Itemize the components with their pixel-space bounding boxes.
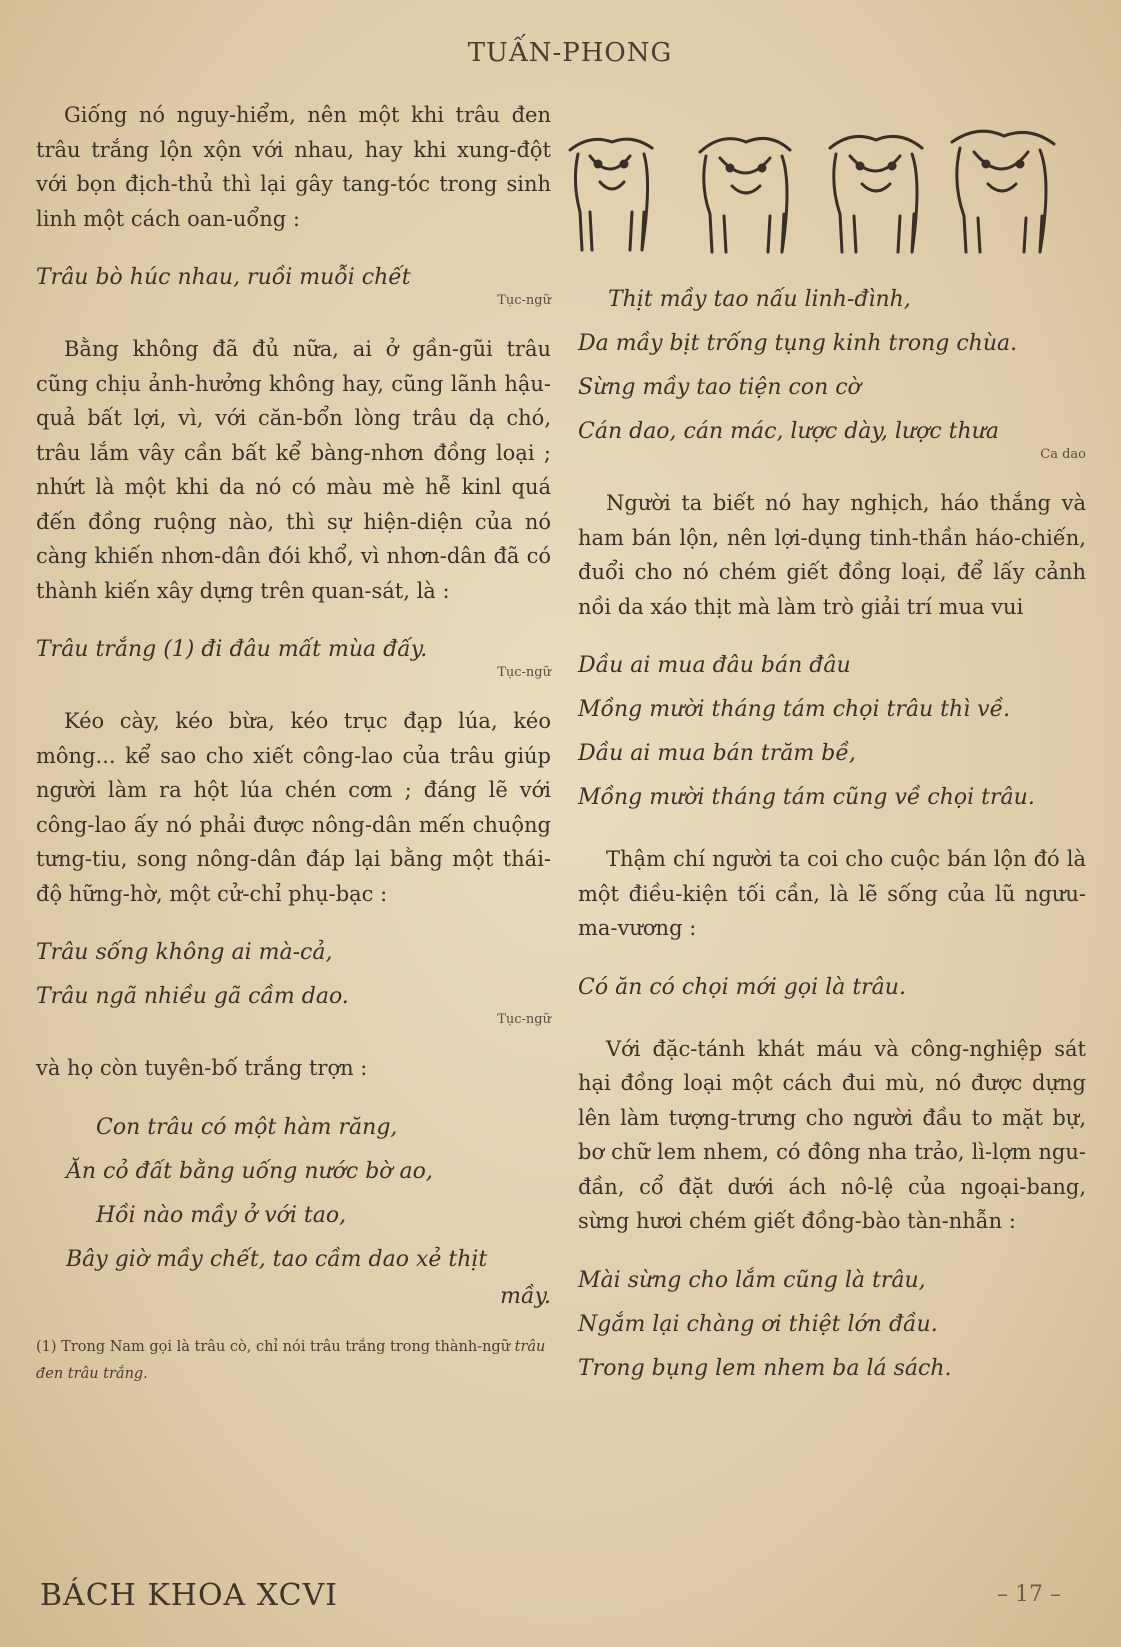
verse-line: Mồng mười tháng tám chọi trâu thì về. xyxy=(578,697,1011,722)
buffalo-illustration xyxy=(560,112,1070,262)
left-column xyxy=(36,98,551,1388)
folk-verse xyxy=(578,644,1086,820)
right-column xyxy=(578,278,1086,1413)
verse-line: Trâu bò húc nhau, ruồi muỗi chết xyxy=(36,265,411,290)
verse-line: Mồng mười tháng tám cũng về chọi trâu. xyxy=(578,785,1035,810)
verse-line: Mài sừng cho lắm cũng là trâu, xyxy=(578,1267,926,1293)
verse-line: Dầu ai mua đâu bán đâu xyxy=(578,653,851,678)
verse-line: Ăn cỏ đất bằng uống nước bờ ao, xyxy=(66,1158,433,1184)
magazine-footer-title: BÁCH KHOA XCVI xyxy=(40,1578,339,1613)
running-title: TUẤN-PHONG xyxy=(467,38,673,68)
verse-line: Bây giờ mầy chết, tao cầm dao xẻ thịt xyxy=(66,1246,488,1272)
paragraph: Bằng không đã đủ nữa, ai ở gần-gũi trâu cũng chịu ảnh-hưởng không hay, cũng lãnh hậu-quả bất lợi, vì, với căn-bổn lòng trâu dạ chó, trâu lắm vây cần bất kể bàng-nhơn đồng loại ; nhứt là một khi da nó có màu mè hễ kinl quá đến đồng ruộng nào, thì sự hiện-diện của nó càng khiến nhơn-dân đói khổ, vì nhơn-dân đã có thành kiến xây dựng trên quan-sát, là : xyxy=(36,337,551,603)
verse-source: Tục-ngữ xyxy=(497,293,551,308)
verse-line: Có ăn có chọi mới gọi là trâu. xyxy=(578,974,906,1000)
paragraph: Giống nó nguy-hiểm, nên một khi trâu đen trâu trắng lộn xộn với nhau, hay khi xung-đột với bọn địch-thủ thì lại gây tang-tóc trong sinh linh một cách oan-uổng : xyxy=(36,103,551,231)
verse-line: Trâu sống không ai mà-cả, xyxy=(36,940,333,965)
verse-line: Ngắm lại chàng ơi thiệt lớn đầu. xyxy=(578,1311,938,1337)
footnote xyxy=(36,1334,551,1388)
verse-line: Trâu ngã nhiều gã cầm dao. xyxy=(36,984,349,1009)
folk-verse xyxy=(578,1259,1086,1391)
verse-line: Cán dao, cán mác, lược dày, lược thưa xyxy=(578,419,999,444)
buffalo-illustration-icon xyxy=(560,112,1070,262)
verse-line: Thịt mầy tao nấu linh-đình, xyxy=(608,287,911,312)
verse-line: Hồi nào mầy ở với tao, xyxy=(96,1202,347,1228)
verse-line: Con trâu có một hàm răng, xyxy=(96,1114,398,1140)
verse-source: Ca dao xyxy=(1040,447,1086,462)
verse-line: Trong bụng lem nhem ba lá sách. xyxy=(578,1355,952,1381)
folk-verse xyxy=(36,1106,551,1312)
footnote-emphasis: trâu đen trâu trắng. xyxy=(36,1338,546,1382)
verse-source: Tục-ngữ xyxy=(497,1012,551,1027)
paragraph: Người ta biết nó hay nghịch, háo thắng và ham bán lộn, nên lợi-dụng tinh-thần háo-chiến, đuổi cho nó chém giết đồng loại, để lấy cảnh nồi da xáo thịt mà làm trò giải trí mua vui xyxy=(578,491,1086,619)
page-number: – 17 – xyxy=(997,1582,1061,1607)
footnote-text: (1) Trong Nam gọi là trâu cò, chỉ nói trâu trắng trong thành-ngữ xyxy=(36,1338,515,1355)
proverb-verse xyxy=(578,966,1086,1010)
proverb-verse xyxy=(36,256,551,310)
verse-line: Trâu trắng (1) đi đâu mất mùa đấy. xyxy=(36,637,428,662)
verse-line: Dầu ai mua bán trăm bề, xyxy=(578,741,856,766)
proverb-verse xyxy=(36,931,551,1029)
paragraph: Kéo cày, kéo bừa, kéo trục đạp lúa, kéo mông... kể sao cho xiết công-lao của trâu giúp người làm ra hột lúa chén cơm ; đáng lẽ với công-lao ấy nó phải được nông-dân mến chuộng tưng-tiu, song nông-dân đáp lại bằng một thái-độ hững-hờ, một cử-chỉ phụ-bạc : xyxy=(36,709,551,906)
paragraph: và họ còn tuyên-bố trắng trợn : xyxy=(36,1056,368,1080)
paragraph: Thậm chí người ta coi cho cuộc bán lộn đó là một điều-kiện tối cần, là lẽ sống của lũ ngưu-ma-vương : xyxy=(578,847,1086,940)
verse-line: mầy. xyxy=(500,1283,551,1309)
verse-source: Tục-ngữ xyxy=(497,665,551,680)
verse-line: Sừng mầy tao tiện con cờ xyxy=(578,375,861,400)
paragraph: Với đặc-tánh khát máu và công-nghiệp sát hại đồng loại một cách đui mù, nó được dựng lên làm tượng-trưng cho người đầu to mặt bự, bơ chữ lem nhem, có đông nha trảo, lì-lợm ngu-đần, cổ đặt dưới ách nô-lệ của ngoại-bang, sừng hươi chém giết đồng-bào tàn-nhẫn : xyxy=(578,1036,1086,1233)
proverb-verse xyxy=(36,628,551,682)
verse-line: Da mầy bịt trống tụng kinh trong chùa. xyxy=(578,331,1018,356)
folk-verse xyxy=(578,278,1086,464)
